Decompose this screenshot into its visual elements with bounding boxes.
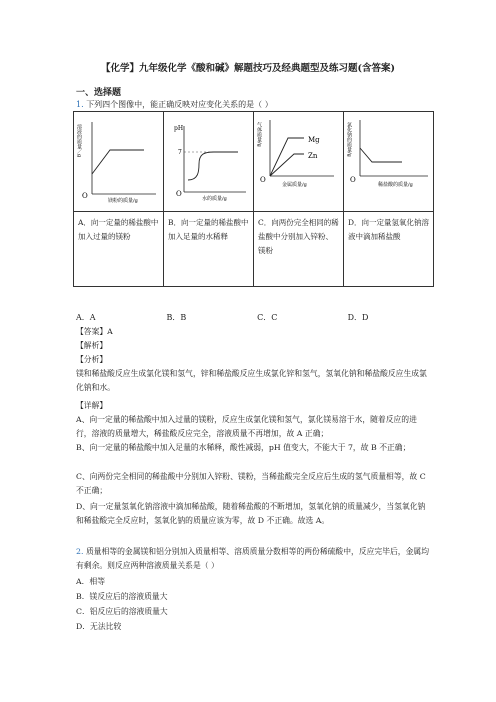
caption-a: A．向一定量的稀盐酸中加入过量的镁粉 [74, 212, 164, 287]
choice-a[interactable]: A．A [76, 313, 96, 322]
graph-table [73, 111, 434, 287]
graph-cell-c [254, 112, 344, 212]
graph-cell-d [344, 112, 434, 212]
choice-c[interactable]: C．C [257, 313, 278, 322]
page-title: 【化学】九年级化学《酸和碱》解题技巧及经典题型及练习题(含答案) [101, 63, 395, 74]
graph-cell-a [74, 112, 164, 212]
graph-d-ylabel: 氯化钠的质量/g [346, 122, 352, 157]
caption-c: C．向两份完全相同的稀盐酸中分别加入锌粉、镁粉 [254, 212, 344, 287]
graph-a-xlabel: 镁粉的质量/g [108, 198, 138, 204]
q2-option-a[interactable]: A．相等 [76, 577, 106, 586]
section-heading: 一、选择题 [76, 88, 122, 98]
graph-c-legend-zn: Zn [308, 152, 318, 160]
question-2-stem [76, 545, 432, 573]
detail-a: A、向一定量的稀盐酸中加入过量的镁粉，反应生成氯化镁和氢气，氯化镁易溶于水，随着反应的进行，溶液的质量增大，稀盐酸反应完全，溶液质量不再增加，故 A 正确； [76, 415, 417, 438]
graph-c-ylabel: 气体质量/g [256, 122, 262, 147]
graph-d-curve [360, 148, 402, 162]
graph-c-xlabel: 金属质量/g [282, 182, 307, 188]
graph-c-origin: O [260, 176, 266, 184]
question-number: 1. [76, 100, 84, 109]
choice-d[interactable]: D．D [347, 313, 369, 322]
question-1-stem [76, 99, 273, 110]
graph-a-origin: O [82, 192, 88, 200]
graph-a-ylabel: 溶液的质量／g [76, 124, 82, 158]
graph-b-xlabel: 水的质量/g [202, 196, 227, 202]
graph-d-xlabel: 稀盐酸的质量/g [378, 182, 413, 188]
graph-c-mg-line [270, 138, 304, 176]
graph-d-origin: O [350, 176, 356, 184]
xiangjie-label: 【详解】 [76, 401, 108, 410]
question-2-number: 2. [76, 547, 84, 556]
q2-option-b[interactable]: B．镁反应后的溶液质量大 [76, 592, 168, 601]
jiexi-label: 【解析】 [76, 341, 108, 350]
caption-b: B．向一定量的稀盐酸中加入足量的水稀释 [164, 212, 254, 287]
q2-option-d[interactable]: D．无法比较 [76, 622, 122, 631]
fenxi-label: 【分析】 [76, 355, 108, 364]
graph-b-curve [188, 152, 238, 180]
graph-a-curve [92, 150, 144, 174]
q2-option-c[interactable]: C．铝反应后的溶液质量大 [76, 607, 168, 616]
answer-line: 【答案】A [76, 327, 113, 336]
detail-d: D、向一定量氢氧化钠溶液中滴加稀盐酸，随着稀盐酸的不断增加，氢氧化钠的质量减少，当氢氧化钠和稀盐酸完全反应时，氢氧化钠的质量应该为零，故 D 不正确。故选 A。 [76, 502, 426, 525]
question-2-text: 质量相等的金属镁和铝分别加入质量相等、溶质质量分数相等的两份稀硫酸中，反应完毕后，金属均有剩余。则反应两种溶液质量关系是（ ） [76, 547, 429, 570]
analysis-text: 镁和稀盐酸反应生成氯化镁和氢气，锌和稀盐酸反应生成氯化锌和氢气，氢氧化钠和稀盐酸反应生成氯化钠和水。 [76, 369, 427, 392]
graph-b-ylabel: pH [174, 125, 184, 132]
graph-b-origin: O [176, 190, 182, 198]
choice-row [76, 312, 436, 323]
question-text: 下列四个图像中，能正确反映对应变化关系的是（ ） [86, 100, 273, 109]
graph-c [254, 112, 343, 207]
graph-d [344, 112, 433, 207]
graph-b-tick: 7 [178, 149, 182, 156]
graph-cell-b [164, 112, 254, 212]
graph-a [74, 112, 163, 207]
graph-c-legend-mg: Mg [308, 136, 320, 144]
detail-b: B、向一定量的稀盐酸中加入足量的水稀释，酸性减弱，pH 值变大，不能大于 7，故 B 不正确； [76, 443, 411, 452]
graph-b [164, 112, 253, 207]
caption-d: D．向一定量氢氧化钠溶液中滴加稀盐酸 [344, 212, 434, 287]
detail-c: C、向两份完全相同的稀盐酸中分别加入锌粉、镁粉，当稀盐酸完全反应后生成的氢气质量相等，故 C 不正确； [76, 472, 426, 495]
choice-b[interactable]: B．B [166, 313, 187, 322]
